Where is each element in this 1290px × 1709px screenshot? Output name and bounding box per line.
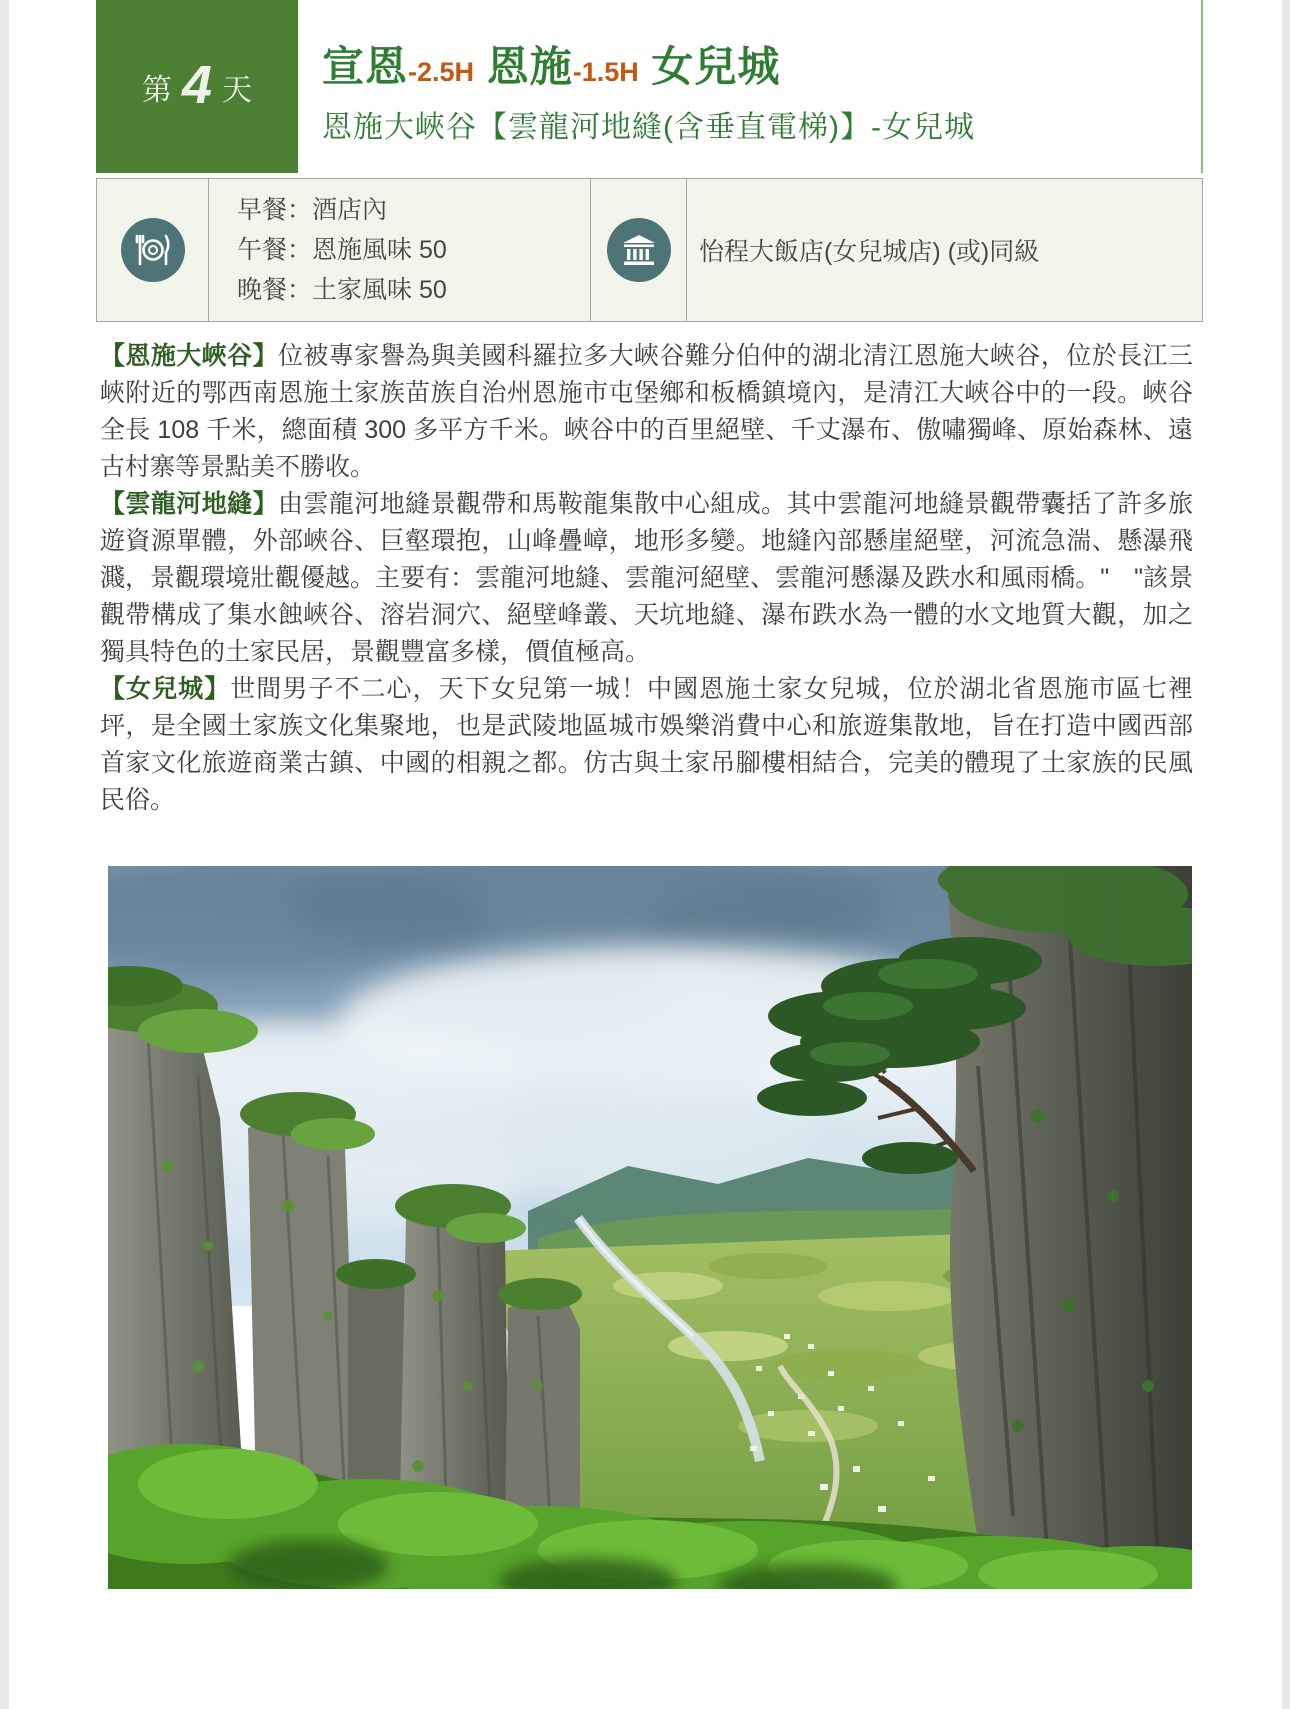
hotel-name: 怡程大飯店(女兒城店) (或)同級 xyxy=(699,238,1040,266)
route-duration: -2.5H xyxy=(408,57,475,87)
hotel-text-cell xyxy=(686,179,1202,321)
meal-line-lunch: 午餐：恩施風味 50 xyxy=(237,236,447,264)
meal-line-dinner: 晚餐：土家風味 50 xyxy=(237,276,447,304)
paragraph-text: 世間男子不二心，天下女兒第一城！中國恩施土家女兒城，位於湖北省恩施市區七裡坪，是全國土家族文化集聚地，也是武陵地區城市娛樂消費中心和旅遊集散地，旨在打造中國西部首家文化旅遊商業古鎮、中國的相親之都。仿古與土家吊腳樓相結合，完美的體現了土家族的民風民俗。 xyxy=(100,675,1193,814)
description-section xyxy=(100,338,1193,819)
paragraph-canyon xyxy=(100,338,1193,486)
canyon-photo-graphic xyxy=(108,866,1192,1589)
paragraph-daughter-city xyxy=(100,671,1193,819)
paragraph-text: 位被專家譽為與美國科羅拉多大峽谷難分伯仲的湖北清江恩施大峽谷，位於長江三峽附近的鄂西南恩施土家族苗族自治州恩施市屯堡鄉和板橋鎮境內，是清江大峽谷中的一段。峽谷全長 108 千米，總面積 300 多平方千米。峽谷中的百里絕壁、千丈瀑布、傲嘯獨峰、原始森林、遠古村寨等景點美不勝收。 xyxy=(100,342,1193,481)
route-place: 女兒城 xyxy=(638,43,781,90)
day-number: 4 xyxy=(181,54,213,115)
day-prefix: 第 xyxy=(141,73,172,107)
paragraph-fissure xyxy=(100,486,1193,671)
itinerary-header xyxy=(96,0,1203,173)
hotel-icon-cell xyxy=(590,179,686,321)
itinerary-day-section xyxy=(96,0,1203,1589)
day-badge xyxy=(96,0,298,173)
paragraph-text: 由雲龍河地縫景觀帶和馬鞍龍集散中心組成。其中雲龍河地縫景觀帶囊括了許多旅遊資源單體，外部峽谷、巨壑環抱，山峰疊嶂，地形多變。地縫內部懸崖絕壁，河流急湍、懸瀑飛濺，景觀環境壯觀優越。主要有：雲龍河地縫、雲龍河絕壁、雲龍河懸瀑及跌水和風雨橋。" "該景觀帶構成了集水蝕峽谷、溶岩洞穴、絕壁峰叢、天坑地縫、瀑布跌水為一體的水文地質大觀，加之獨具特色的土家民居，景觀豐富多樣，價值極高。 xyxy=(100,490,1193,666)
meal-line-breakfast: 早餐：酒店內 xyxy=(237,196,388,224)
route-duration: -1.5H xyxy=(572,57,639,87)
meals-icon-cell xyxy=(97,179,208,321)
route-place: 恩施 xyxy=(474,43,573,90)
bank-building-icon xyxy=(619,230,659,270)
page-right-edge xyxy=(1282,0,1290,1709)
meals-icon xyxy=(121,218,185,282)
meals-text-cell xyxy=(208,179,590,321)
paragraph-label: 【恩施大峽谷】 xyxy=(100,342,278,370)
hotel-icon xyxy=(607,218,671,282)
route-title-cell xyxy=(298,0,1201,173)
route-title xyxy=(322,34,1201,94)
route-subtitle: 恩施大峽谷【雲龍河地縫(含垂直電梯)】-女兒城 xyxy=(322,111,975,144)
route-place: 宣恩 xyxy=(322,43,409,90)
fork-plate-knife-icon xyxy=(133,230,173,270)
day-suffix: 天 xyxy=(222,73,253,107)
paragraph-label: 【雲龍河地縫】 xyxy=(100,490,278,518)
page-left-edge xyxy=(0,0,9,1709)
canyon-photo xyxy=(108,866,1192,1589)
paragraph-label: 【女兒城】 xyxy=(100,675,231,703)
info-table xyxy=(96,178,1203,322)
